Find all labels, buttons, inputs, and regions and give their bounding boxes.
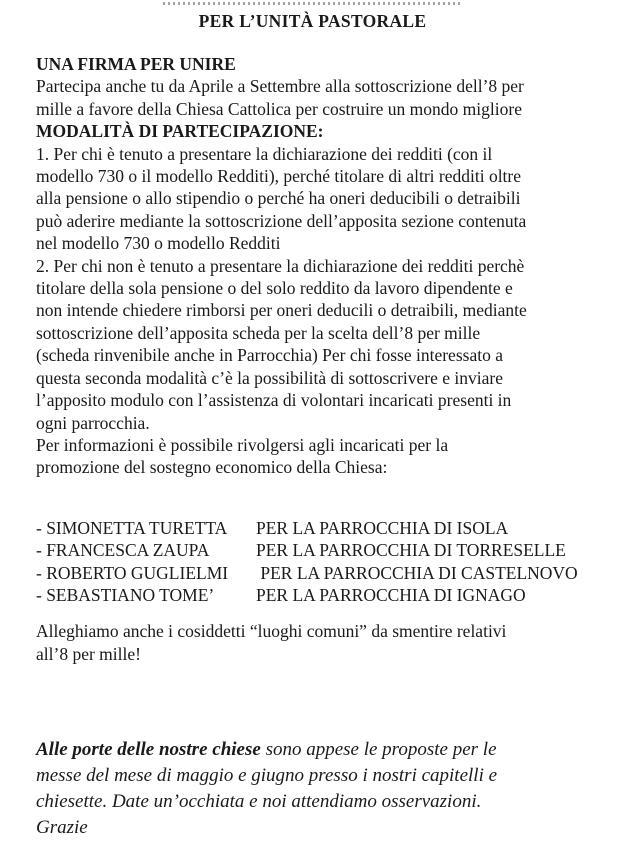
text-line: 1. Per chi è tenuto a presentare la dichiarazione dei redditi (con il: [36, 143, 493, 164]
contact-name: - SIMONETTA TURETTA: [36, 517, 228, 538]
closing-note: [36, 737, 617, 841]
text-line: non intende chiedere rimborsi per oneri deducili o detraibili, mediante: [36, 300, 527, 321]
text-line: può aderire mediante la sottoscrizione dell’apposita sezione contenuta: [36, 210, 527, 231]
document-page: [0, 2, 625, 847]
point-2-paragraph: [36, 255, 617, 434]
text-line: chiesette. Date un’occhiata e noi attendiamo osservazioni.: [36, 791, 482, 813]
text-line: l’apposito modulo con l’assistenza di volontari incaricati presenti in: [36, 390, 512, 411]
text-line: (scheda rinvenibile anche in Parrocchia) Per chi fosse interessato a: [36, 345, 503, 366]
heading-una-firma: UNA FIRMA PER UNIRE: [36, 54, 236, 74]
point-1-paragraph: [36, 143, 617, 255]
contact-row: [36, 562, 617, 584]
text-line: 2. Per chi non è tenuto a presentare la dichiarazione dei redditi perchè: [36, 255, 525, 276]
text-line: messe del mese di maggio e giugno presso i nostri capitelli e: [36, 765, 498, 787]
text-line: ogni parrocchia.: [36, 412, 150, 433]
contact-name: - FRANCESCA ZAUPA: [36, 540, 210, 561]
text-line: Per informazioni è possibile rivolgersi agli incaricati per la: [36, 434, 449, 455]
heading-modalita: MODALITÀ DI PARTECIPAZIONE:: [36, 121, 324, 142]
contact-parish: PER LA PARROCCHIA DI CASTELNOVO: [256, 562, 578, 583]
text-line: alla pensione o allo stipendio o perché ha oneri deducibili o detraibili: [36, 188, 521, 209]
text-line: Partecipa anche tu da Aprile a Settembre alla sottoscrizione dell’8 per: [36, 76, 524, 97]
text-line: promozione del sostegno economico della Chiesa:: [36, 457, 388, 478]
closing-lead-bold: Alle porte delle nostre chiese: [36, 739, 261, 761]
intro-paragraph: [36, 75, 617, 120]
text-line: mille a favore della Chiesa Cattolica per costruire un mondo migliore: [36, 98, 522, 119]
text-line: modello 730 o il modello Redditi), perché titolare di altri redditi oltre: [36, 166, 522, 187]
contact-parish: PER LA PARROCCHIA DI IGNAGO: [256, 584, 526, 605]
document-body: [0, 53, 625, 841]
text-line: titolare della sola pensione o del solo reddito da lavoro dipendente e: [36, 278, 513, 299]
contact-parish: PER LA PARROCCHIA DI ISOLA: [256, 517, 509, 538]
text-line: [36, 737, 617, 763]
text-line: questa seconda modalità c’è la possibilità di sottoscrivere e inviare: [36, 367, 503, 388]
text-line: all’8 per mille!: [36, 643, 141, 664]
closing-line-rest: sono appese le proposte per le: [260, 739, 497, 761]
text-line: sottoscrizione dell’apposita scheda per la scelta dell’8 per mille: [36, 322, 481, 343]
attachment-note: [36, 620, 617, 665]
closing-thanks: Grazie: [36, 817, 88, 839]
text-line: nel modello 730 o modello Redditi: [36, 233, 281, 254]
clipped-text-artifact: [163, 2, 463, 5]
text-line: Alleghiamo anche i cosiddetti “luoghi comuni” da smentire relativi: [36, 621, 507, 642]
contact-name: - ROBERTO GUGLIELMI: [36, 562, 229, 583]
contact-parish: PER LA PARROCCHIA DI TORRESELLE: [256, 540, 566, 561]
contacts-list: [36, 517, 617, 607]
contact-name: - SEBASTIANO TOME’: [36, 584, 215, 605]
contact-row: [36, 584, 617, 606]
info-paragraph: [36, 434, 617, 479]
page-title: PER L’UNITÀ PASTORALE: [198, 11, 427, 31]
contact-row: [36, 539, 617, 561]
contact-row: [36, 517, 617, 539]
